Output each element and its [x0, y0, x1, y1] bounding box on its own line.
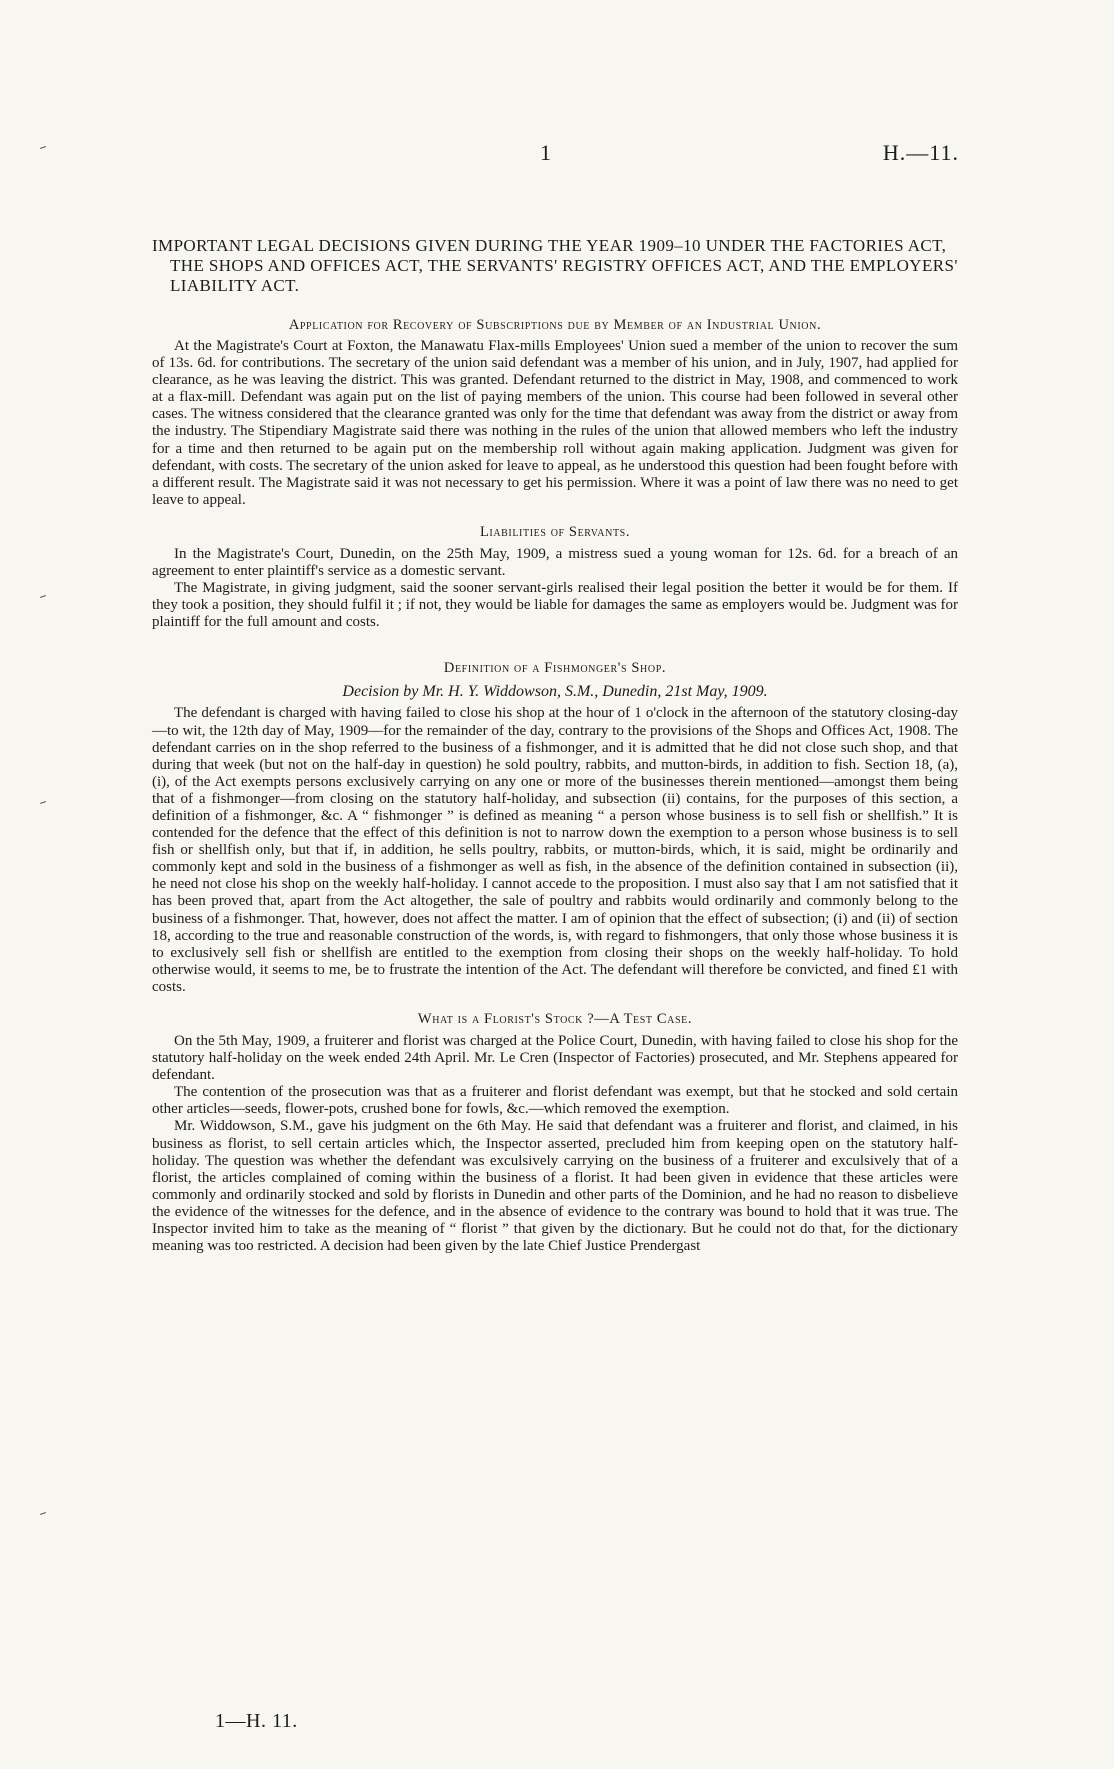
paragraph: On the 5th May, 1909, a fruiterer and florist was charged at the Police Court, Dunedin, with having failed to close his shop for the statutory half-holiday on the week ended 24th April. Mr. Le Cren (Inspector of Factories) prosecuted, and Mr. Stephens appeared for defendant.	[152, 1033, 958, 1084]
paragraph: Mr. Widdowson, S.M., gave his judgment on the 6th May. He said that defendant was a fruiterer and florist, and claimed, in his business as florist, to sell certain articles which, the Inspector asserted, precluded him from keeping open on the statutory half-holiday. The question was whether the defendant was exculsively carrying on the business of a fruiterer and exculsively that of a florist, the articles complained of coming within the business of a florist. It had been given in evidence that these articles were commonly and ordinarily stocked and sold by florists in Dunedin and other parts of the Dominion, and he had no reason to disbelieve the evidence of the witnesses for the defence, and in the absence of evidence to the contrary was bound to hold that it was true. The Inspector invited him to take as the meaning of “ florist ” that given by the dictionary. But he could not do that, for the dictionary meaning was too restricted. A decision had been given by the late Chief Justice Prendergast	[152, 1118, 958, 1255]
section-liabilities-of-servants	[152, 523, 958, 631]
section-fishmongers-shop	[152, 659, 958, 996]
document-title: IMPORTANT LEGAL DECISIONS GIVEN DURING THE YEAR 1909–10 UNDER THE FACTORIES ACT, THE SHOPS AND OFFICES ACT, THE SERVANTS' REGISTRY OFFICES ACT, AND THE EMPLOYERS' LIABILITY ACT.	[152, 236, 958, 295]
document-code: H.—11.	[882, 140, 959, 165]
page-footer-signature: 1—H. 11.	[215, 1710, 298, 1732]
section-union-subscriptions	[152, 316, 958, 509]
section-heading: Application for Recovery of Subscriptions due by Member of an Industrial Union.	[288, 317, 822, 333]
paragraph: At the Magistrate's Court at Foxton, the Manawatu Flax-mills Employees' Union sued a member of the union to recover the sum of 13s. 6d. for contributions. The secretary of the union said defendant was a member of his union, and in July, 1907, had applied for clearance, as he was leaving the district. This was granted. Defendant returned to the district in May, 1908, and commenced to work at a flax-mill. Defendant was again put on the list of paying members of the union. This course had been followed in several other cases. The witness considered that the clearance granted was only for the time that defendant was away from the district or away from the industry. The Stipendiary Magistrate said there was nothing in the rules of the union that allowed members who left the industry for a time and then returned to be again put on the membership roll without again making application. Judgment was given for defendant, with costs. The secretary of the union asked for leave to appeal, as he understood this question had been fought before with a different result. The Magistrate said it was not necessary to get his permission. Where it was a point of law there was no need to get leave to appeal.	[152, 338, 958, 508]
scan-mark	[40, 595, 46, 598]
paragraph: The defendant is charged with having failed to close his shop at the hour of 1 o'clock in the afternoon of the statutory closing-day—to wit, the 12th day of May, 1909—for the remainder of the day, contrary to the provisions of the Shops and Offices Act, 1908. The defendant carries on in the shop referred to the business of a fishmonger, and it is admitted that he did not close such shop, and that during that week (but not on the half-day in question) he sold poultry, rabbits, and mutton-birds, in addition to fish. Section 18, (a), (i), of the Act exempts persons exclusively carrying on any one or more of the businesses therein mentioned—amongst them being that of a fishmonger—from closing on the statutory half-holiday, and subsection (ii) contains, for the purposes of this section, a definition of a fishmonger, &c. A “ fishmonger ” is defined as meaning “ a person whose business is to sell fish or shellfish.” It is contended for the defence that the effect of this definition is not to narrow down the exemption to a person whose business is to sell fish or shellfish only, but that if, in addition, he sells poultry, rabbits, or mutton-birds, which, it is said, might be ordinarily and commonly kept and sold in the business of a fishmonger as well as fish, in the absence of the definition contained in subsection (ii), he need not close his shop on the weekly half-holiday. I cannot accede to the proposition. I must also say that I am not satisfied that it has been proved that, apart from the Act altogether, the sale of poultry and rabbits would ordinarily and commonly belong to the business of a fishmonger. That, however, does not affect the matter. I am of opinion that the effect of subsection; (i) and (ii) of section 18, according to the true and reasonable construction of the words, is, with regard to fishmongers, that only those whose business it is to exclusively sell fish or shellfish are entitled to the exemption from closing their shops on the weekly half-holiday. To hold otherwise would, it seems to me, be to frustrate the intention of the Act. The defendant will therefore be convicted, and fined £1 with costs.	[152, 705, 958, 995]
section-heading: Liabilities of Servants.	[479, 523, 631, 540]
section-heading: What is a Florist's Stock ?—A Test Case.	[417, 1011, 693, 1027]
scan-mark	[40, 801, 46, 804]
document-body	[152, 236, 958, 1255]
paragraph: The contention of the prosecution was that as a fruiterer and florist defendant was exempt, but that he stocked and sold certain other articles—seeds, flower-pots, crushed bone for fowls, &c.—which removed the exemption.	[152, 1084, 958, 1118]
scan-mark	[40, 1512, 46, 1515]
section-florists-stock	[152, 1010, 958, 1255]
paragraph: In the Magistrate's Court, Dunedin, on the 25th May, 1909, a mistress sued a young woman for 12s. 6d. for a breach of an agreement to enter plaintiff's service as a domestic servant.	[152, 545, 958, 580]
decision-byline: Decision by Mr. H. Y. Widdowson, S.M., Dunedin, 21st May, 1909.	[342, 683, 768, 701]
section-heading: Definition of a Fishmonger's Shop.	[443, 660, 667, 677]
page-header	[0, 140, 1114, 180]
page-number: 1	[540, 140, 551, 165]
paragraph: The Magistrate, in giving judgment, said the sooner servant-girls realised their legal position the better it would be for them. If they took a position, they should fulfil it ; if not, they would be liable for damages the same as employers would be. Judgment was for plaintiff for the full amount and costs.	[152, 580, 958, 631]
